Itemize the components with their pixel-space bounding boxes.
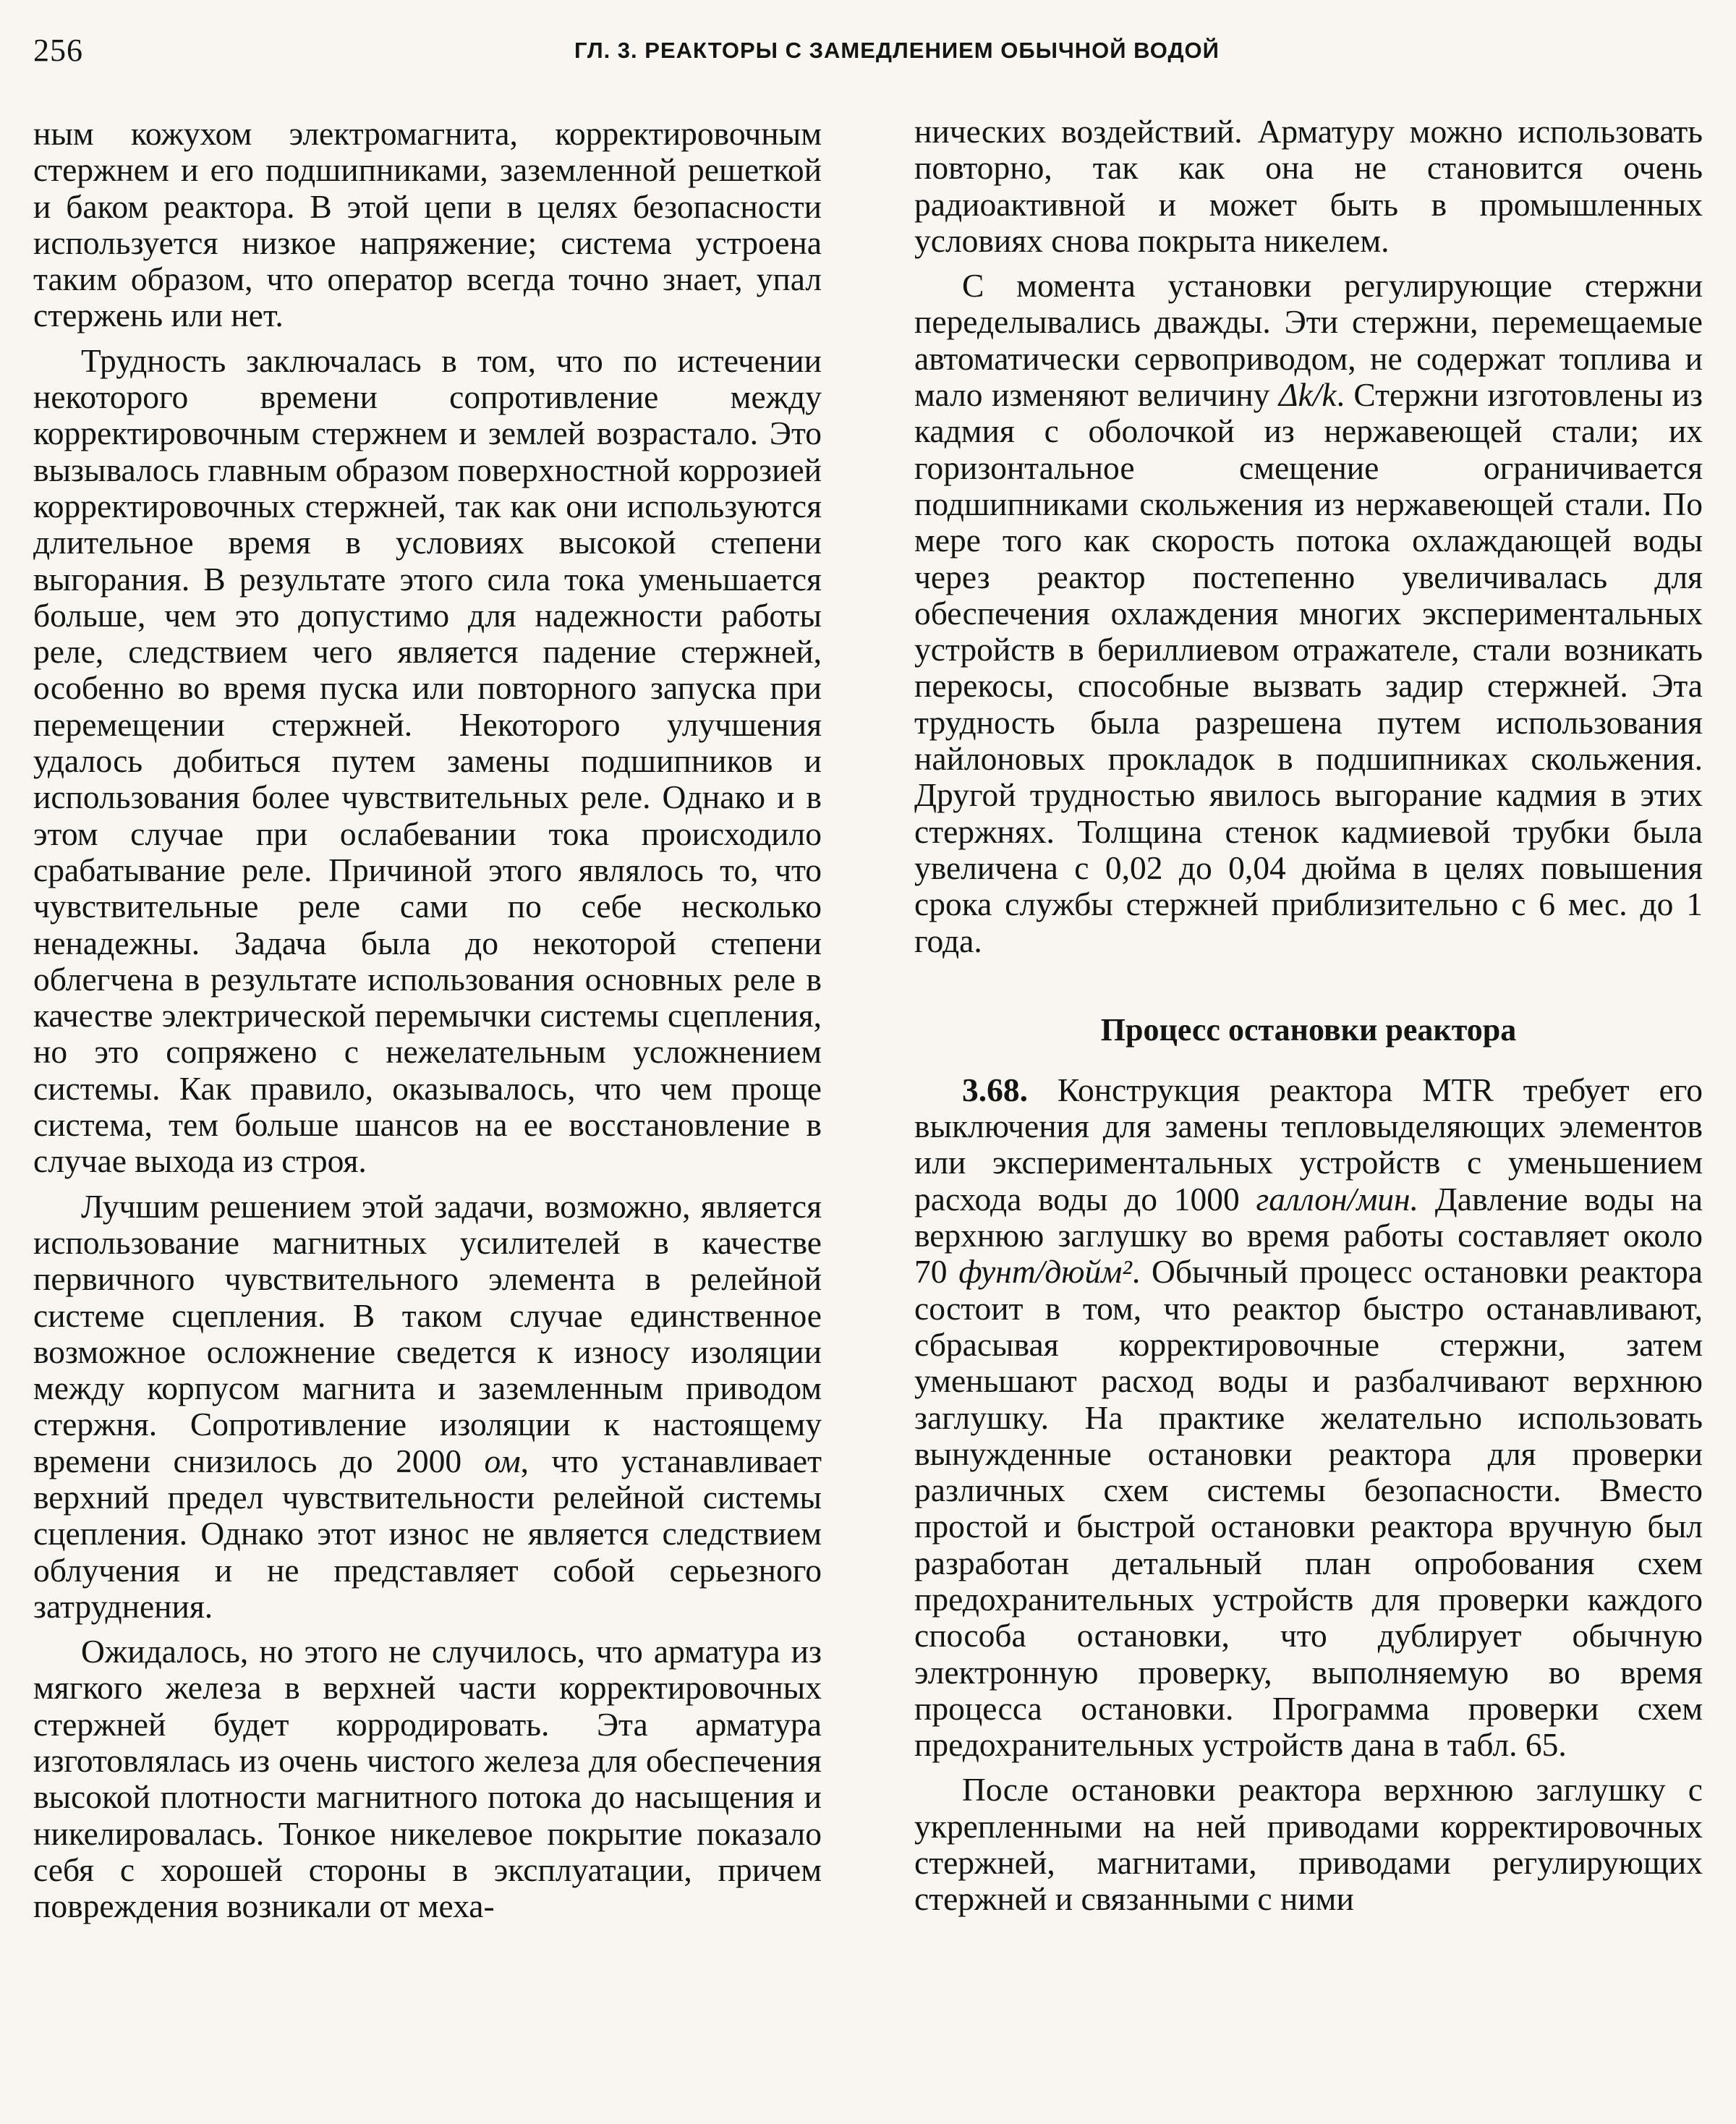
section-heading: Процесс остановки реактора	[1100, 1011, 1517, 1048]
left-paragraph-1: ным кожухом электромагнита, корректировочным стержнем и его подшипниками, заземленной решеткой и баком реактора. В этой цепи в целях безопасности используется низкое напряжение; система устроена таким образом, что оператор всегда точно знает, упал стержень или нет.	[33, 115, 822, 334]
symbol-delta-k-over-k: Δk/k	[1278, 376, 1337, 414]
unit-ohm: ом	[484, 1442, 521, 1479]
right-column	[914, 114, 1703, 2095]
page-number: 256	[33, 33, 83, 68]
unit-pound-per-inch2: фунт/дюйм²	[958, 1253, 1132, 1291]
right-paragraph-3	[914, 1072, 1703, 1764]
left-paragraph-3-text-a: Лучшим решением этой задачи, возможно, является использование магнитных усилителей в качестве первичного чувствительного элемента в релейной системе сцепления. В таком случае единственное возможное осложнение сведется к износу изоляции между корпусом магнита и заземленным приводом стержня. Сопротивление изоляции к настоящему времени снизилось до 2000	[33, 1187, 822, 1479]
left-paragraph-4: Ожидалось, но этого не случилось, что арматура из мягкого железа в верхней части корректировочных стержней будет корродировать. Эта арматура изготовлялась из очень чистого железа для обеспечения высокой плотности магнитного потока до насыщения и никелировалась. Тонкое никелевое покрытие показало себя с хорошей стороны в эксплуатации, причем повреждения возникали от меха-	[33, 1633, 822, 1925]
left-paragraph-2: Трудность заключалась в том, что по истечении некоторого времени сопротивление между корректировочным стержнем и землей возрастало. Это вызывалось главным образом поверхностной коррозией корректировочных стержней, так как они используются длительное время в условиях высокой степени выгорания. В результате этого сила тока уменьшается больше, чем это допустимо для надежности работы реле, следствием чего является падение стержней, особенно во время пуска или повторного запуска при перемещении стержней. Некоторого улучшения удалось добиться путем замены подшипников и использования более чувствительных реле. Однако и в этом случае при ослабевании тока происходило срабатывание реле. Причиной этого являлось то, что чувствительные реле сами по себе несколько ненадежны. Задача была до некоторой степени облегчена в результате использования основных реле в качестве электрической перемычки системы сцепления, но это сопряжено с нежелательным усложнением системы. Как правило, оказывалось, что чем проще система, тем больше шансов на ее восстановление в случае выхода из строя.	[33, 341, 822, 1180]
right-paragraph-2	[914, 268, 1703, 959]
right-paragraph-3-text-c: . Обычный процесс остановки реактора состоит в том, что реактор быстро останавливают, сбрасывая корректировочные стержни, затем уменьшают расход воды и разбалчивают верхнюю заглушку. На практике желательно использовать вынужденные остановки реактора для проверки различных схем системы безопасности. Вместо простой и быстрой остановки реактора вручную был разработан детальный план опробования схем предохранительных устройств для проверки каждого способа остановки, что дублирует обычную электронную проверку, выполняемую во время процесса остановки. Программа проверки схем предохранительных устройств дана в табл. 65.	[914, 1253, 1703, 1764]
left-paragraph-3	[33, 1189, 822, 1626]
right-paragraph-3-text-b: Давление воды на верхнюю заглушку во время работы составляет около 70	[914, 1180, 1703, 1291]
left-paragraph-3-text-b: , что устанавливает верхний предел чувствительности релейной системы сцепления. Однако этот износ не является следствием облучения и не представляет собой серьезного затруднения.	[33, 1442, 822, 1625]
right-paragraph-2-text-a: С момента установки регулирующие стержни переделывались дважды. Эти стержни, перемещаемые автоматически сервоприводом, не содержат топлива и мало изменяют величину	[914, 267, 1703, 414]
left-column	[33, 116, 822, 2095]
right-paragraph-3-text-a: Конструкция реактора MTR требует его выключения для замены тепловыделяющих элементов или экспериментальных устройств с уменьшением расхода воды до 1000	[914, 1071, 1703, 1218]
unit-gallon-per-min: галлон/мин.	[1256, 1180, 1418, 1218]
right-paragraph-4: После остановки реактора верхнюю заглушку с укрепленными на ней приводами корректировочных стержней, магнитами, приводами регулирующих стержней и связанными с ними	[914, 1771, 1703, 1918]
right-paragraph-2-text-b: . Стержни изготовлены из кадмия с оболочкой из нержавеющей стали; их горизонтальное смещение ограничивается подшипниками скольжения из нержавеющей стали. По мере того как скорость потока охлаждающей воды через реактор постепенно увеличивалась для обеспечения охлаждения многих экспериментальных устройств в бериллиевом отражателе, стали возникать перекосы, способные вызвать задир стержней. Эта трудность была разрешена путем использования найлоновых прокладок в подшипниках скольжения. Другой трудностью явилось выгорание кадмия в этих стержнях. Толщина стенок кадмиевой трубки была увеличена с 0,02 до 0,04 дюйма в целях повышения срока службы стержней приблизительно с 6 мес. до 1 года.	[914, 376, 1703, 959]
paragraph-number: 3.68.	[962, 1071, 1028, 1108]
running-head: ГЛ. 3. РЕАКТОРЫ С ЗАМЕДЛЕНИЕМ ОБЫЧНОЙ ВОДОЙ	[574, 38, 1220, 63]
right-paragraph-1: нических воздействий. Арматуру можно использовать повторно, так как она не становится очень радиоактивной и может быть в промышленных условиях снова покрыта никелем.	[914, 113, 1703, 259]
